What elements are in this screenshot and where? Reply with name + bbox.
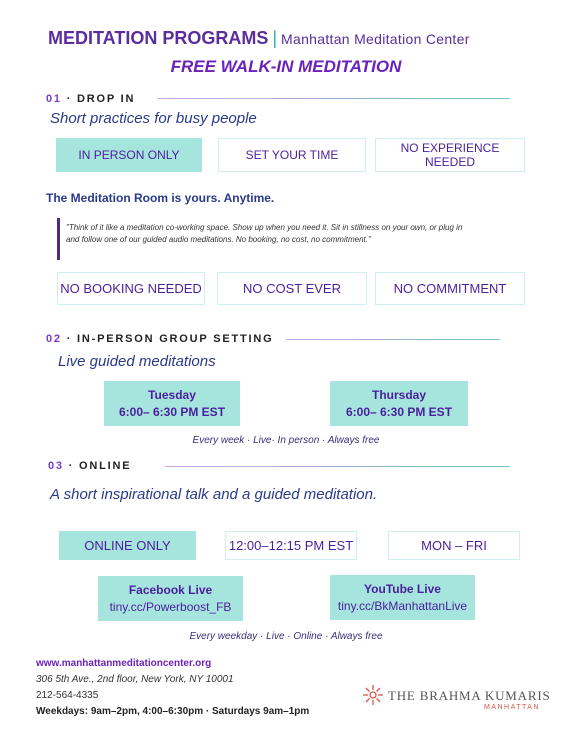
session-day: Thursday bbox=[371, 387, 426, 402]
tag-no-experience-needed: NO EXPERIENCE NEEDED bbox=[375, 138, 525, 172]
quote-bar bbox=[57, 218, 60, 260]
tag-online-time: 12:00–12:15 PM EST bbox=[225, 531, 357, 560]
stream-name: Facebook Live bbox=[128, 582, 213, 597]
quote-text bbox=[66, 222, 536, 246]
session-day: Tuesday bbox=[148, 387, 196, 402]
section1-lead: The Meditation Room is yours. Anytime. bbox=[46, 191, 275, 205]
section2-number: 02 bbox=[46, 333, 62, 345]
section1-tagline: Short practices for busy people bbox=[50, 110, 257, 127]
section2-note: Every week · Live· In person · Always free bbox=[192, 435, 380, 446]
session-time: 6:00– 6:30 PM EST bbox=[345, 404, 453, 419]
section1-number: 01 bbox=[46, 93, 62, 105]
tag-no-booking-needed: NO BOOKING NEEDED bbox=[57, 272, 205, 305]
quote-line-2: and follow one of our guided audio meditations. No booking, no cost, no commitment." bbox=[66, 235, 371, 244]
stream-youtube[interactable] bbox=[330, 575, 475, 620]
session-time: 6:00– 6:30 PM EST bbox=[118, 404, 226, 419]
section3-heading bbox=[48, 460, 131, 472]
section3-title: · ONLINE bbox=[68, 460, 132, 472]
section3-number: 03 bbox=[48, 460, 64, 472]
tag-online-only: ONLINE ONLY bbox=[59, 531, 196, 560]
tag-set-your-time: SET YOUR TIME bbox=[218, 138, 366, 172]
section1-divider bbox=[158, 98, 510, 99]
section2-divider bbox=[286, 339, 500, 340]
section1-title: · DROP IN bbox=[66, 93, 136, 105]
tag-mon-fri: MON – FRI bbox=[388, 531, 520, 560]
stream-link[interactable]: tiny.cc/Powerboost_FB bbox=[109, 599, 232, 614]
section1-heading bbox=[46, 93, 135, 105]
phone: 212-564-4335 bbox=[36, 690, 99, 701]
tag-in-person-only: IN PERSON ONLY bbox=[56, 138, 202, 172]
tag-no-commitment: NO COMMITMENT bbox=[375, 272, 525, 305]
center-name: Manhattan Meditation Center bbox=[281, 31, 470, 47]
section3-note: Every weekday · Live · Online · Always free bbox=[189, 631, 383, 642]
page-subtitle: FREE WALK-IN MEDITATION bbox=[170, 57, 402, 76]
logo-location: MANHATTAN bbox=[484, 704, 541, 711]
sun-flower-icon bbox=[362, 684, 384, 706]
section3-divider bbox=[165, 466, 510, 467]
title-text: MEDITATION PROGRAMS bbox=[48, 28, 269, 48]
section3-tagline: A short inspirational talk and a guided meditation. bbox=[50, 486, 378, 503]
stream-facebook[interactable] bbox=[98, 576, 243, 621]
section2-title: · IN-PERSON GROUP SETTING bbox=[66, 333, 274, 345]
section2-tagline: Live guided meditations bbox=[58, 353, 216, 370]
page-title bbox=[48, 28, 470, 49]
section2-heading bbox=[46, 333, 273, 345]
stream-link[interactable]: tiny.cc/BkManhattanLive bbox=[337, 598, 468, 613]
stream-name: YouTube Live bbox=[364, 581, 441, 596]
hours: Weekdays: 9am–2pm, 4:00–6:30pm · Saturdays 9am–1pm bbox=[36, 706, 310, 717]
session-thursday bbox=[330, 381, 468, 426]
website-link[interactable]: www.manhattanmeditationcenter.org bbox=[36, 658, 212, 669]
session-tuesday bbox=[104, 381, 240, 426]
address: 306 5th Ave., 2nd floor, New York, NY 10001 bbox=[36, 674, 234, 685]
quote-line-1: "Think of it like a meditation co-working space. Show up when you need it. Sit in stillness on your own, or plug in bbox=[66, 223, 463, 232]
title-separator: | bbox=[272, 28, 278, 48]
tag-no-cost-ever: NO COST EVER bbox=[217, 272, 367, 305]
logo-name: THE BRAHMA KUMARIS bbox=[388, 688, 551, 703]
